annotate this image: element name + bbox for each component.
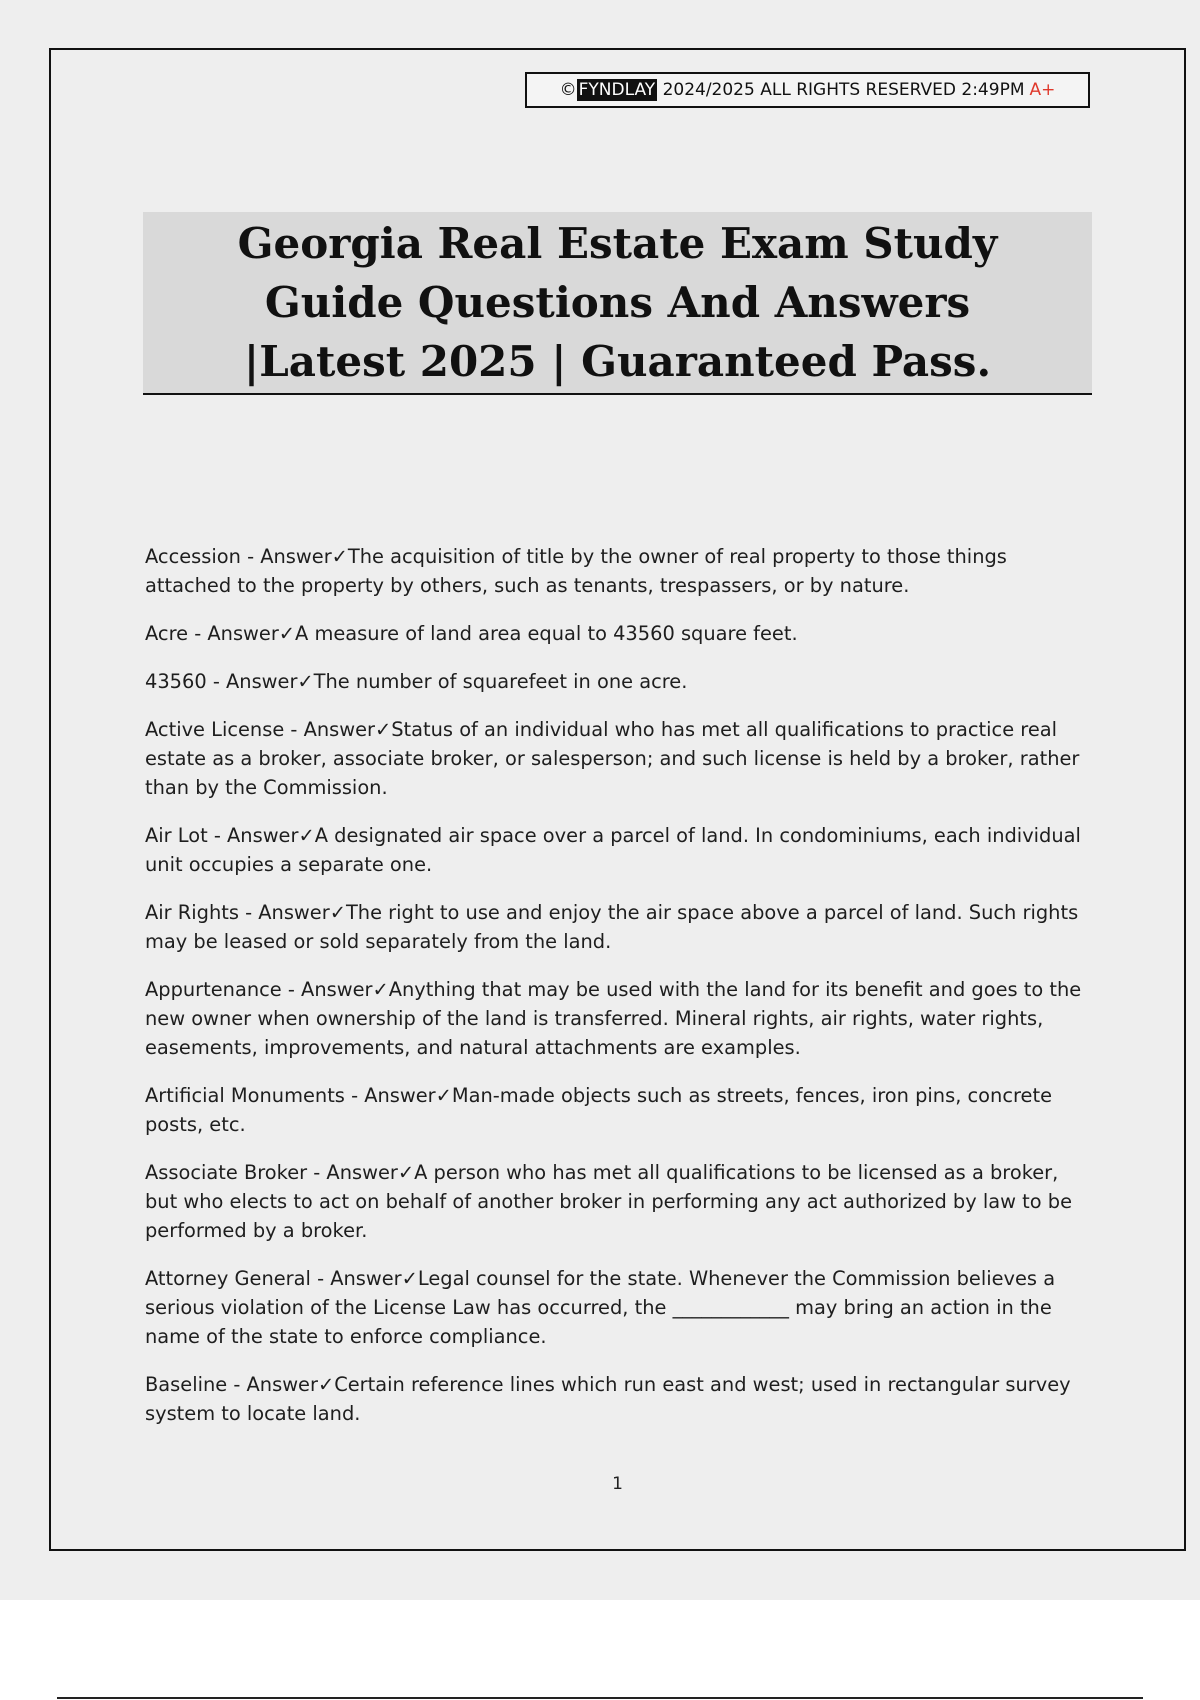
entry-air-rights: Air Rights - Answer✓The right to use and enjoy the air space above a parcel of land. Such rights may be leased or sold separately from the land. [145, 901, 1079, 953]
entry-acre: Acre - Answer✓A measure of land area equal to 43560 square feet. [145, 622, 798, 645]
entry-43560: 43560 - Answer✓The number of squarefeet in one acre. [145, 670, 688, 693]
document-title: Georgia Real Estate Exam Study Guide Questions And Answers |Latest 2025 | Guaranteed Pass. [237, 219, 998, 386]
entry-air-lot: Air Lot - Answer✓A designated air space over a parcel of land. In condominiums, each individual unit occupies a separate one. [145, 824, 1081, 876]
entry-active-license: Active License - Answer✓Status of an individual who has met all qualifications to practice real estate as a broker, associate broker, or salesperson; and such license is held by a broker, rather than by the Commission. [145, 718, 1080, 799]
brand-name: FYNDLAY [578, 80, 656, 100]
entry-accession: Accession - Answer✓The acquisition of title by the owner of real property to those things attached to the property by others, such as tenants, trespassers, or by nature. [145, 545, 1007, 597]
page-number: 1 [612, 1474, 623, 1494]
entry-baseline: Baseline - Answer✓Certain reference lines which run east and west; used in rectangular survey system to locate land. [145, 1373, 1071, 1425]
entry-attorney-general: Attorney General - Answer✓Legal counsel for the state. Whenever the Commission believes a serious violation of the License Law has occurred, the ____________ may bring an action in the name of the state to enforce compliance. [145, 1267, 1056, 1348]
copyright-symbol: © [559, 80, 577, 100]
entry-artificial-monuments: Artificial Monuments - Answer✓Man-made objects such as streets, fences, iron pins, concrete posts, etc. [145, 1084, 1053, 1136]
entry-list [145, 542, 1085, 1447]
entry-associate-broker: Associate Broker - Answer✓A person who has met all qualifications to be licensed as a broker, but who elects to act on behalf of another broker in performing any act authorized by law to be performed by a broker. [145, 1161, 1073, 1242]
bottom-rule [57, 1697, 1143, 1699]
copyright-text: 2024/2025 ALL RIGHTS RESERVED 2:49PM [662, 80, 1025, 100]
title-block [143, 212, 1092, 395]
copyright-notice [525, 72, 1090, 108]
entry-appurtenance: Appurtenance - Answer✓Anything that may be used with the land for its benefit and goes to the new owner when ownership of the land is transferred. Mineral rights, air rights, water rights, easements, improvements, and natural attachments are examples. [145, 978, 1082, 1059]
grade-badge: A+ [1029, 80, 1056, 100]
